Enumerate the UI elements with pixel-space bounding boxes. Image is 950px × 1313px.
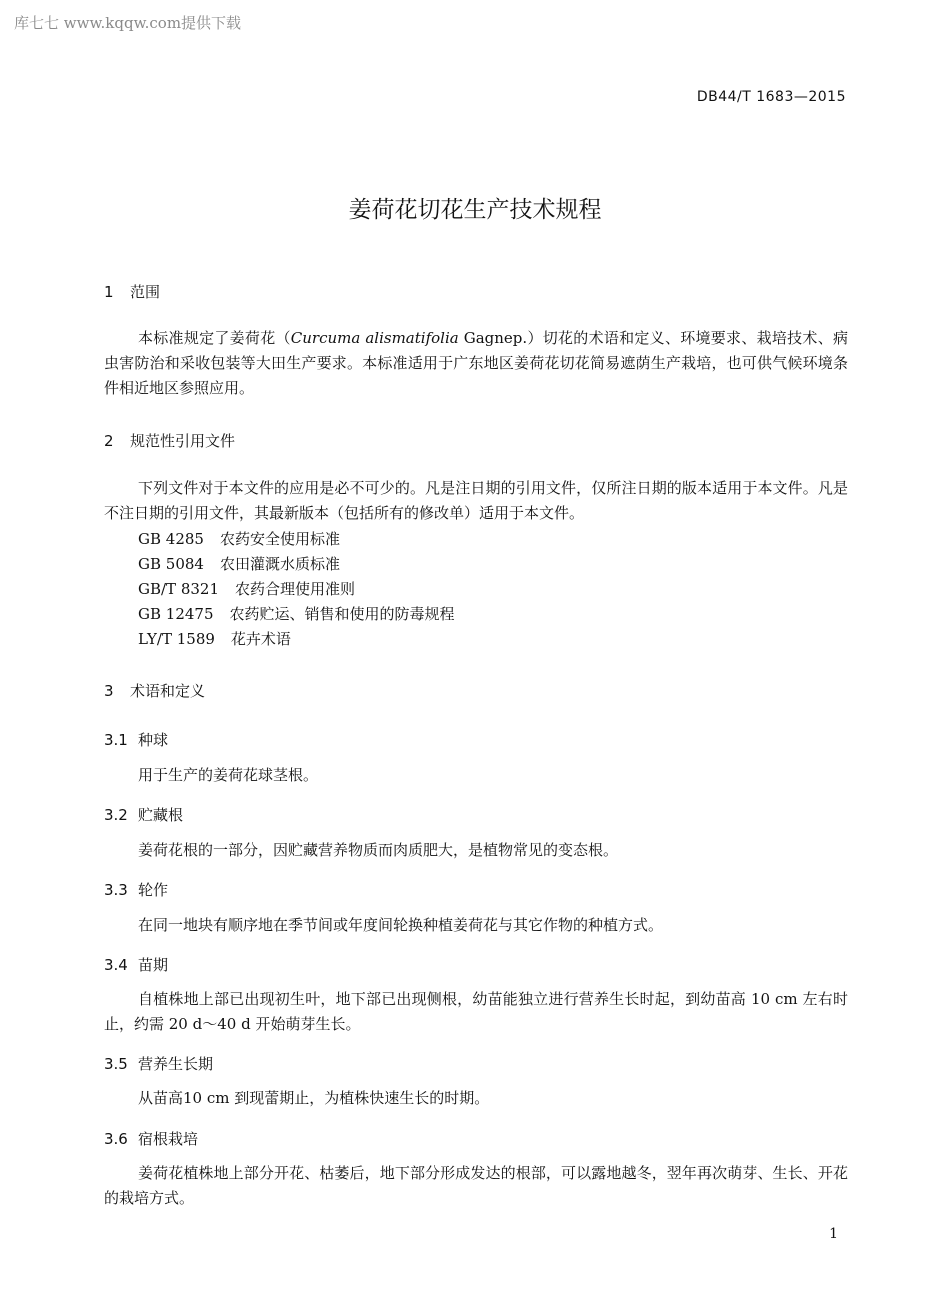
section-1-paragraph bbox=[104, 326, 848, 401]
term-number: 3.4 bbox=[104, 956, 128, 974]
reference-item bbox=[138, 528, 340, 549]
term-number: 3.5 bbox=[104, 1055, 128, 1073]
section-number: 2 bbox=[104, 432, 114, 450]
term-heading bbox=[104, 954, 168, 975]
section-number: 1 bbox=[104, 283, 114, 301]
reference-name: 农药贮运、销售和使用的防毒规程 bbox=[229, 605, 455, 623]
term-number: 3.6 bbox=[104, 1130, 128, 1148]
page-title: 姜荷花切花生产技术规程 bbox=[348, 197, 602, 223]
section-2-paragraph: 下列文件对于本文件的应用是必不可少的。凡是注日期的引用文件，仅所注日期的版本适用于本文件。凡是不注日期的引用文件，其最新版本（包括所有的修改单）适用于本文件。 bbox=[104, 479, 848, 522]
section-1-heading bbox=[104, 281, 160, 302]
reference-item bbox=[138, 628, 291, 649]
section-title: 规范性引用文件 bbox=[130, 432, 236, 450]
term-definition: 自植株地上部已出现初生叶，地下部已出现侧根，幼苗能独立进行营养生长时起，到幼苗高 10 cm 左右时止，约需 20 d～40 d 开始萌芽生长。 bbox=[104, 990, 848, 1033]
section-title: 范围 bbox=[130, 283, 161, 301]
term-definition: 姜荷花根的一部分，因贮藏营养物质而肉质肥大，是植物常见的变态根。 bbox=[138, 841, 619, 859]
term-title: 苗期 bbox=[138, 956, 169, 974]
reference-name: 农药合理使用准则 bbox=[235, 580, 356, 598]
reference-code: GB 5084 bbox=[138, 555, 204, 573]
document-code: DB44/T 1683—2015 bbox=[696, 89, 846, 105]
reference-code: LY/T 1589 bbox=[138, 630, 215, 648]
term-number: 3.1 bbox=[104, 731, 128, 749]
page-number: 1 bbox=[829, 1226, 838, 1242]
reference-item bbox=[138, 603, 455, 624]
term-title: 轮作 bbox=[138, 881, 169, 899]
reference-item bbox=[138, 578, 355, 599]
section-3-heading bbox=[104, 680, 205, 701]
section-number: 3 bbox=[104, 682, 114, 700]
term-title: 贮藏根 bbox=[138, 806, 184, 824]
term-title: 种球 bbox=[138, 731, 169, 749]
term-title: 宿根栽培 bbox=[138, 1130, 199, 1148]
term-heading bbox=[104, 879, 168, 900]
term-number: 3.3 bbox=[104, 881, 128, 899]
reference-name: 农田灌溉水质标准 bbox=[219, 555, 340, 573]
term-definition: 用于生产的姜荷花球茎根。 bbox=[138, 766, 319, 784]
paragraph-text: 本标准规定了姜荷花（ bbox=[138, 329, 291, 347]
term-number: 3.2 bbox=[104, 806, 128, 824]
latin-name: Curcuma alismatifolia bbox=[290, 329, 459, 347]
section-2-heading bbox=[104, 430, 235, 451]
term-definition: 从苗高10 cm 到现蕾期止，为植株快速生长的时期。 bbox=[138, 1089, 490, 1107]
reference-item bbox=[138, 553, 340, 574]
term-heading bbox=[104, 729, 168, 750]
term-definition: 在同一地块有顺序地在季节间或年度间轮换种植姜荷花与其它作物的种植方式。 bbox=[138, 916, 664, 934]
reference-code: GB 12475 bbox=[138, 605, 214, 623]
term-title: 营养生长期 bbox=[138, 1055, 214, 1073]
reference-code: GB 4285 bbox=[138, 530, 204, 548]
term-heading bbox=[104, 804, 183, 825]
section-title: 术语和定义 bbox=[130, 682, 206, 700]
reference-name: 农药安全使用标准 bbox=[219, 530, 340, 548]
watermark-text: 库七七 www.kqqw.com提供下载 bbox=[14, 14, 242, 32]
term-heading bbox=[104, 1128, 198, 1149]
term-heading bbox=[104, 1053, 213, 1074]
reference-code: GB/T 8321 bbox=[138, 580, 220, 598]
paragraph-text: Gagnep.）切花的术语和定义、环境要求、栽培技术、病虫害防治和采收包装等大田生产要求。本标准适用于广东地区姜荷花切花简易遮荫生产栽培，也可供气候环境条件相近地区参照应用。 bbox=[104, 329, 848, 397]
term-definition: 姜荷花植株地上部分开花、枯萎后，地下部分形成发达的根部，可以露地越冬，翌年再次萌芽、生长、开花的栽培方式。 bbox=[104, 1164, 848, 1207]
reference-name: 花卉术语 bbox=[230, 630, 291, 648]
